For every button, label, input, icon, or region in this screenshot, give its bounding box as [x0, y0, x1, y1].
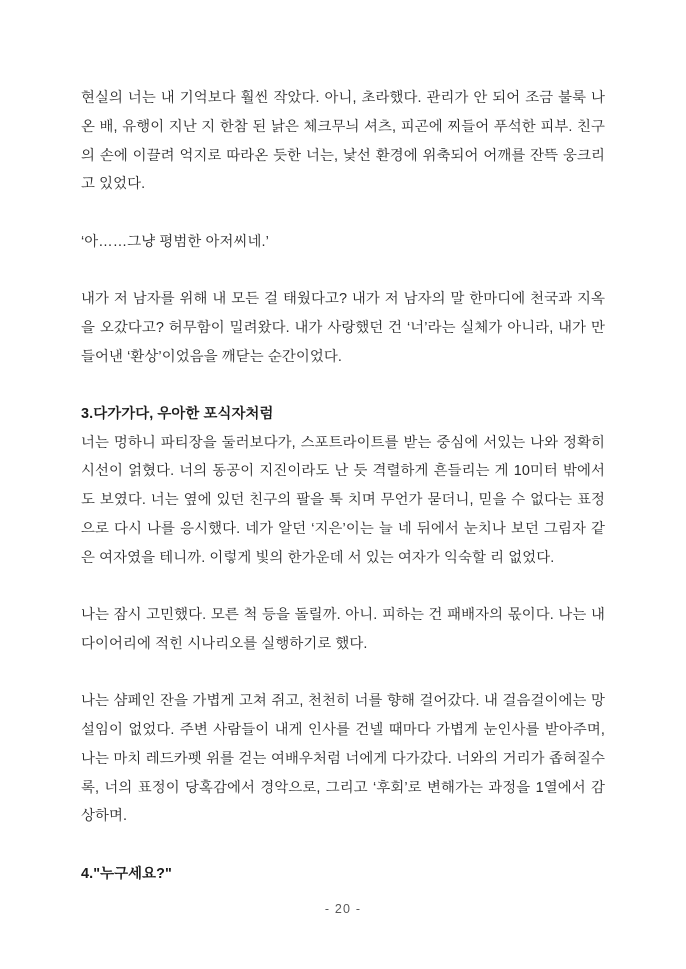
page-body-text-column	[81, 84, 605, 889]
paragraph-reality-of-you: 현실의 너는 내 기억보다 훨씬 작았다. 아니, 초라했다. 관리가 안 되어 조금 불룩 나온 배, 유행이 지난 지 한참 된 낡은 체크무늬 셔츠, 피곤에 찌들어 푸석한 피부. 친구의 손에 이끌려 억지로 따라온 듯한 너는, 낯선 환경에 위축되어 어깨를 잔뜩 웅크리고 있었다.	[81, 90, 605, 193]
heading-section-3: 3.다가가다, 우아한 포식자처럼	[81, 405, 274, 422]
paragraph-inner-quote-ordinary-man: ‘아……그냥 평범한 아저씨네.’	[81, 233, 269, 250]
heading-section-4: 4."누구세요?"	[81, 865, 172, 882]
paragraph-scenario-decision: 나는 잠시 고민했다. 모른 척 등을 돌릴까. 아니. 피하는 건 패배자의 몫이다. 나는 내 다이어리에 적힌 시나리오를 실행하기로 했다.	[81, 607, 605, 652]
page-number-footer: - 20 -	[324, 902, 362, 916]
paragraph-eyes-met: 너는 멍하니 파티장을 둘러보다가, 스포트라이트를 받는 중심에 서있는 나와 정확히 시선이 얽혔다. 너의 동공이 지진이라도 난 듯 격렬하게 흔들리는 게 10미터 밖에서도 보였다. 너는 옆에 있던 친구의 팔을 툭 치며 무언가 묻더니, 믿을 수 없다는 표정으로 다시 나를 응시했다. 네가 알던 ‘지은’이는 늘 네 뒤에서 눈치나 보던 그림자 같은 여자였을 테니까. 이렇게 빛의 한가운데 서 있는 여자가 익숙할 리 없었다.	[81, 434, 605, 566]
paragraph-walking-toward-you: 나는 샴페인 잔을 가볍게 고쳐 쥐고, 천천히 너를 향해 걸어갔다. 내 걸음걸이에는 망설임이 없었다. 주변 사람들이 내게 인사를 건넬 때마다 가볍게 눈인사를 받아주며, 나는 마치 레드카펫 위를 걷는 여배우처럼 너에게 다가갔다. 너와의 거리가 좁혀질수록, 너의 표정이 당혹감에서 경악으로, 그리고 ‘후회’로 변해가는 과정을 1열에서 감상하며.	[81, 693, 605, 825]
paragraph-illusion-realization: 내가 저 남자를 위해 내 모든 걸 태웠다고? 내가 저 남자의 말 한마디에 천국과 지옥을 오갔다고? 허무함이 밀려왔다. 내가 사랑했던 건 ‘너’라는 실체가 아니라, 내가 만들어낸 ‘환상’이었음을 깨닫는 순간이었다.	[81, 290, 605, 365]
